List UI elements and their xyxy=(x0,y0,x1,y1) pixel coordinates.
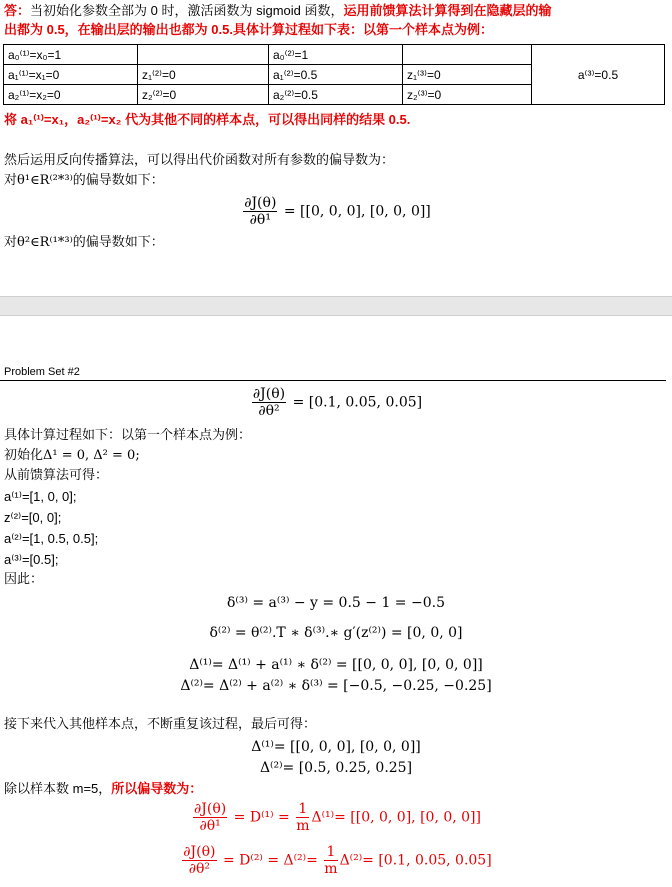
final-equation-1 xyxy=(0,801,672,834)
calc-from-ff: 从前馈算法可得： xyxy=(4,468,109,483)
answer-intro: 当初始化参数全部为 0 时，激活函数为 sigmoid 函数， xyxy=(30,3,344,18)
final-Delta1: Δ⁽¹⁾= [[0, 0, 0], [0, 0, 0]] xyxy=(251,739,421,755)
note-after-table: 将 a₁⁽¹⁾=x₁，a₂⁽¹⁾=x₂ 代为其他不同的样本点，可以得出同样的结果 0.5. xyxy=(4,112,411,127)
table-cell: a₂⁽¹⁾=x₂=0 xyxy=(4,85,138,105)
delta3-equation: δ⁽³⁾ = a⁽³⁾ − y = 0.5 − 1 = −0.5 xyxy=(227,595,445,611)
one-over-m-fraction xyxy=(296,801,309,834)
theta2-equation xyxy=(0,386,672,419)
equation-rhs: = [[0, 0, 0], [0, 0, 0]] xyxy=(283,203,431,220)
table-cell: a₁⁽²⁾=0.5 xyxy=(269,65,403,85)
table-cell: z₁⁽³⁾=0 xyxy=(403,65,532,85)
answer-highlight-1: 运用前馈算法计算得到在隐藏层的输 xyxy=(343,3,552,18)
table-cell: z₁⁽²⁾=0 xyxy=(138,65,269,85)
table-cell xyxy=(403,45,532,65)
Delta2-update: Δ⁽²⁾= Δ⁽²⁾ + a⁽²⁾ ∗ δ⁽³⁾ = [−0.5, −0.25, −0.25] xyxy=(180,678,492,694)
fraction-numerator: 1 xyxy=(324,844,337,861)
partial-fraction xyxy=(193,801,227,834)
fraction-numerator: ∂J(θ) xyxy=(252,386,286,402)
divide-highlight: 所以偏导数为： xyxy=(111,781,203,796)
fraction-denominator: ∂θ¹ xyxy=(249,212,271,228)
problem-set-header: Problem Set #2 xyxy=(4,366,80,378)
equation-mid: = D⁽¹⁾ = xyxy=(233,809,290,826)
table-cell: a₁⁽¹⁾=x₁=0 xyxy=(4,65,138,85)
divide-line xyxy=(4,780,202,798)
page-break xyxy=(0,296,672,316)
partial-fraction xyxy=(182,844,216,877)
calc-a1: a⁽¹⁾=[1, 0, 0]; xyxy=(4,489,77,504)
backprop-intro: 然后运用反向传播算法，可以得出代价函数对所有参数的偏导数为： xyxy=(4,153,395,168)
theta2-label: 对θ²∈R⁽¹*³⁾的偏导数如下： xyxy=(4,235,164,250)
fraction-denominator: ∂θ² xyxy=(188,861,211,877)
equation-mid: = D⁽²⁾ = Δ⁽²⁾= xyxy=(222,852,318,869)
fraction-denominator: ∂θ² xyxy=(258,403,280,419)
equation-rhs: Δ⁽²⁾= [0.1, 0.05, 0.05] xyxy=(339,852,492,869)
repeat-text: 接下来代入其他样本点，不断重复该过程，最后可得： xyxy=(4,717,317,732)
table-cell: a₂⁽²⁾=0.5 xyxy=(269,85,403,105)
output-cell: a⁽³⁾=0.5 xyxy=(532,45,665,105)
header-rule xyxy=(0,380,666,381)
Delta1-update: Δ⁽¹⁾= Δ⁽¹⁾ + a⁽¹⁾ ∗ δ⁽²⁾ = [[0, 0, 0], [0, 0, 0]] xyxy=(189,657,483,673)
calc-a3: a⁽³⁾=[0.5]; xyxy=(4,552,59,567)
calc-a2: a⁽²⁾=[1, 0.5, 0.5]; xyxy=(4,531,99,546)
one-over-m-fraction xyxy=(324,844,337,877)
table-cell: z₂⁽³⁾=0 xyxy=(403,85,532,105)
answer-line-2: 出都为 0.5，在输出层的输出也都为 0.5.具体计算过程如下表：以第一个样本点为例： xyxy=(4,22,493,37)
answer-label: 答： xyxy=(4,3,31,18)
table-cell xyxy=(138,45,269,65)
fraction-denominator: m xyxy=(324,861,338,877)
final-Delta2: Δ⁽²⁾= [0.5, 0.25, 0.25] xyxy=(259,760,413,776)
fraction-denominator: ∂θ¹ xyxy=(199,818,221,834)
equation-rhs: Δ⁽¹⁾= [[0, 0, 0], [0, 0, 0]] xyxy=(311,809,481,826)
theta1-equation xyxy=(0,195,672,228)
fraction-numerator: ∂J(θ) xyxy=(194,801,227,817)
fraction-numerator: ∂J(θ) xyxy=(183,844,216,860)
calc-therefore: 因此： xyxy=(4,572,44,587)
delta2-equation: δ⁽²⁾ = θ⁽²⁾.T ∗ δ⁽³⁾.∗ g′(z⁽²⁾) = [0, 0, 0] xyxy=(209,625,463,641)
calc-z2: z⁽²⁾=[0, 0]; xyxy=(4,510,62,525)
calc-intro: 具体计算过程如下：以第一个样本点为例： xyxy=(4,428,252,443)
table-row xyxy=(4,45,665,65)
partial-fraction xyxy=(252,386,286,419)
values-table xyxy=(3,44,665,105)
final-equation-2 xyxy=(0,844,672,877)
equation-rhs: = [0.1, 0.05, 0.05] xyxy=(292,394,423,411)
table-cell: a₀⁽¹⁾=x₀=1 xyxy=(4,45,138,65)
theta1-label: 对θ¹∈R⁽²*³⁾的偏导数如下： xyxy=(4,173,164,188)
partial-fraction xyxy=(243,195,277,228)
table-cell: z₂⁽²⁾=0 xyxy=(138,85,269,105)
fraction-denominator: m xyxy=(296,818,310,834)
fraction-numerator: ∂J(θ) xyxy=(244,195,277,211)
fraction-numerator: 1 xyxy=(296,801,309,818)
calc-init: 初始化Δ¹ = 0, Δ² = 0; xyxy=(4,448,140,463)
answer-line-1 xyxy=(4,2,552,20)
divide-text: 除以样本数 m=5， xyxy=(4,781,112,796)
table-cell: a₀⁽²⁾=1 xyxy=(269,45,403,65)
